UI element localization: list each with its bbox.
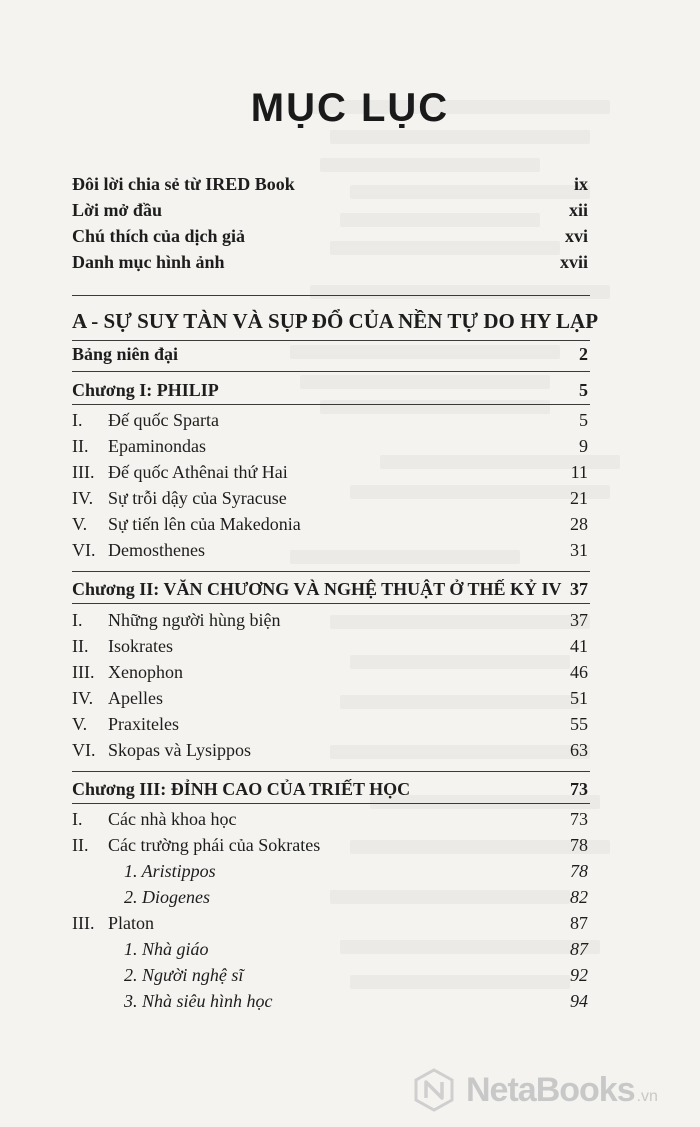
- divider-rule: [72, 803, 590, 804]
- section-entry[interactable]: [72, 460, 588, 484]
- toc-page-number: 55: [570, 714, 588, 734]
- toc-entry-timeline[interactable]: [72, 342, 588, 366]
- divider-rule: [72, 371, 590, 372]
- section-number: III.: [72, 913, 95, 933]
- toc-page-number: 37: [570, 610, 588, 630]
- toc-page-number: 28: [570, 514, 588, 534]
- subsection-entry[interactable]: [72, 885, 588, 909]
- toc-page-number: 87: [570, 939, 588, 959]
- page-title: MỤC LỤC: [250, 86, 450, 130]
- toc-page-number: 82: [570, 887, 588, 907]
- toc-page-number: 2: [579, 344, 588, 364]
- subsection-label: 1. Nhà giáo: [124, 939, 209, 959]
- section-entry[interactable]: [72, 660, 588, 684]
- section-number: III.: [72, 462, 95, 482]
- chapter-heading[interactable]: [72, 777, 588, 801]
- section-number: I.: [72, 610, 83, 630]
- divider-rule: [72, 771, 590, 772]
- toc-entry-label: Chú thích của dịch giả: [72, 226, 246, 246]
- section-number: V.: [72, 514, 88, 534]
- toc-entry-label: Bảng niên đại: [72, 344, 179, 364]
- subsection-entry[interactable]: [72, 937, 588, 961]
- section-entry[interactable]: [72, 538, 588, 562]
- toc-entry[interactable]: [72, 198, 588, 222]
- toc-page-number: 63: [570, 740, 588, 760]
- section-number: III.: [72, 662, 95, 682]
- section-label: Sự trỗi dậy của Syracuse: [108, 488, 287, 508]
- section-number: II.: [72, 835, 89, 855]
- section-number: II.: [72, 636, 89, 656]
- divider-rule: [72, 295, 590, 296]
- toc-page-number: 21: [570, 488, 588, 508]
- section-number: I.: [72, 410, 83, 430]
- toc-page-number: 11: [570, 462, 588, 482]
- section-entry[interactable]: [72, 738, 588, 762]
- section-entry[interactable]: [72, 911, 588, 935]
- toc-entry[interactable]: [72, 224, 588, 248]
- toc-page-number: 78: [570, 861, 588, 881]
- section-label: Các trường phái của Sokrates: [108, 835, 321, 855]
- watermark-suffix: .vn: [636, 1088, 658, 1105]
- section-entry[interactable]: [72, 486, 588, 510]
- section-label: Platon: [108, 913, 155, 933]
- toc-page-number: 92: [570, 965, 588, 985]
- toc-page-number: 73: [570, 779, 588, 799]
- chapter-heading[interactable]: [72, 378, 588, 402]
- chapter-title: Chương II: VĂN CHƯƠNG VÀ NGHỆ THUẬT Ở THẾ KỶ IV: [72, 579, 562, 599]
- toc-page-number: 87: [570, 913, 588, 933]
- netabooks-logo-icon: [412, 1068, 456, 1112]
- subsection-entry[interactable]: [72, 989, 588, 1013]
- toc-page-number: 31: [570, 540, 588, 560]
- chapter-title: Chương III: ĐỈNH CAO CỦA TRIẾT HỌC: [72, 779, 411, 799]
- toc-entry[interactable]: [72, 172, 588, 196]
- section-entry[interactable]: [72, 807, 588, 831]
- section-number: IV.: [72, 688, 94, 708]
- section-label: Skopas và Lysippos: [108, 740, 252, 760]
- section-label: Isokrates: [108, 636, 173, 656]
- toc-entry-label: Lời mở đầu: [72, 200, 162, 220]
- divider-rule: [72, 340, 590, 341]
- section-label: Sự tiến lên của Makedonia: [108, 514, 301, 534]
- toc-page-number: 41: [570, 636, 588, 656]
- toc-page-number: 51: [570, 688, 588, 708]
- watermark-brand: NetaBooks: [466, 1070, 635, 1109]
- toc-page-number: 73: [570, 809, 588, 829]
- section-label: Những người hùng biện: [108, 610, 281, 630]
- section-entry[interactable]: [72, 833, 588, 857]
- toc-page-number: 5: [579, 380, 588, 400]
- divider-rule: [72, 571, 590, 572]
- section-label: Epaminondas: [108, 436, 206, 456]
- section-label: Demosthenes: [108, 540, 205, 560]
- section-number: IV.: [72, 488, 94, 508]
- section-number: VI.: [72, 540, 96, 560]
- toc-entry-label: Đôi lời chia sẻ từ IRED Book: [72, 174, 295, 194]
- section-entry[interactable]: [72, 434, 588, 458]
- section-entry[interactable]: [72, 634, 588, 658]
- subsection-label: 1. Aristippos: [124, 861, 216, 881]
- subsection-entry[interactable]: [72, 963, 588, 987]
- divider-rule: [72, 404, 590, 405]
- toc-page-number: 78: [570, 835, 588, 855]
- section-label: Các nhà khoa học: [108, 809, 237, 829]
- section-entry[interactable]: [72, 712, 588, 736]
- section-label: Đế quốc Athênai thứ Hai: [108, 462, 288, 482]
- section-label: Praxiteles: [108, 714, 179, 734]
- section-label: Apelles: [108, 688, 163, 708]
- divider-rule: [72, 603, 590, 604]
- subsection-entry[interactable]: [72, 859, 588, 883]
- toc-page-number: 5: [579, 410, 588, 430]
- section-label: Đế quốc Sparta: [108, 410, 219, 430]
- part-heading: A - SỰ SUY TÀN VÀ SỤP ĐỔ CỦA NỀN TỰ DO HY LẠP: [72, 309, 599, 333]
- toc-page-number: xvii: [559, 252, 588, 272]
- watermark: [412, 1065, 682, 1115]
- toc-page-number: 9: [579, 436, 588, 456]
- toc-page-number: ix: [573, 174, 588, 194]
- section-entry[interactable]: [72, 408, 588, 432]
- toc-page-number: xvi: [564, 226, 588, 246]
- toc-page-number: 46: [570, 662, 588, 682]
- toc-entry[interactable]: [72, 250, 588, 274]
- chapter-heading[interactable]: [72, 577, 588, 601]
- section-number: VI.: [72, 740, 96, 760]
- toc-page-number: 94: [570, 991, 588, 1011]
- section-entry[interactable]: [72, 512, 588, 536]
- section-entry[interactable]: [72, 686, 588, 710]
- section-number: V.: [72, 714, 88, 734]
- toc-page-number: xii: [568, 200, 588, 220]
- section-label: Xenophon: [108, 662, 183, 682]
- toc-page-number: 37: [570, 579, 588, 599]
- chapter-title: Chương I: PHILIP: [72, 380, 219, 400]
- section-number: II.: [72, 436, 89, 456]
- section-entry[interactable]: [72, 608, 588, 632]
- subsection-label: 3. Nhà siêu hình học: [124, 991, 273, 1011]
- toc-entry-label: Danh mục hình ảnh: [72, 252, 225, 272]
- subsection-label: 2. Diogenes: [124, 887, 210, 907]
- section-number: I.: [72, 809, 83, 829]
- subsection-label: 2. Người nghệ sĩ: [124, 965, 244, 985]
